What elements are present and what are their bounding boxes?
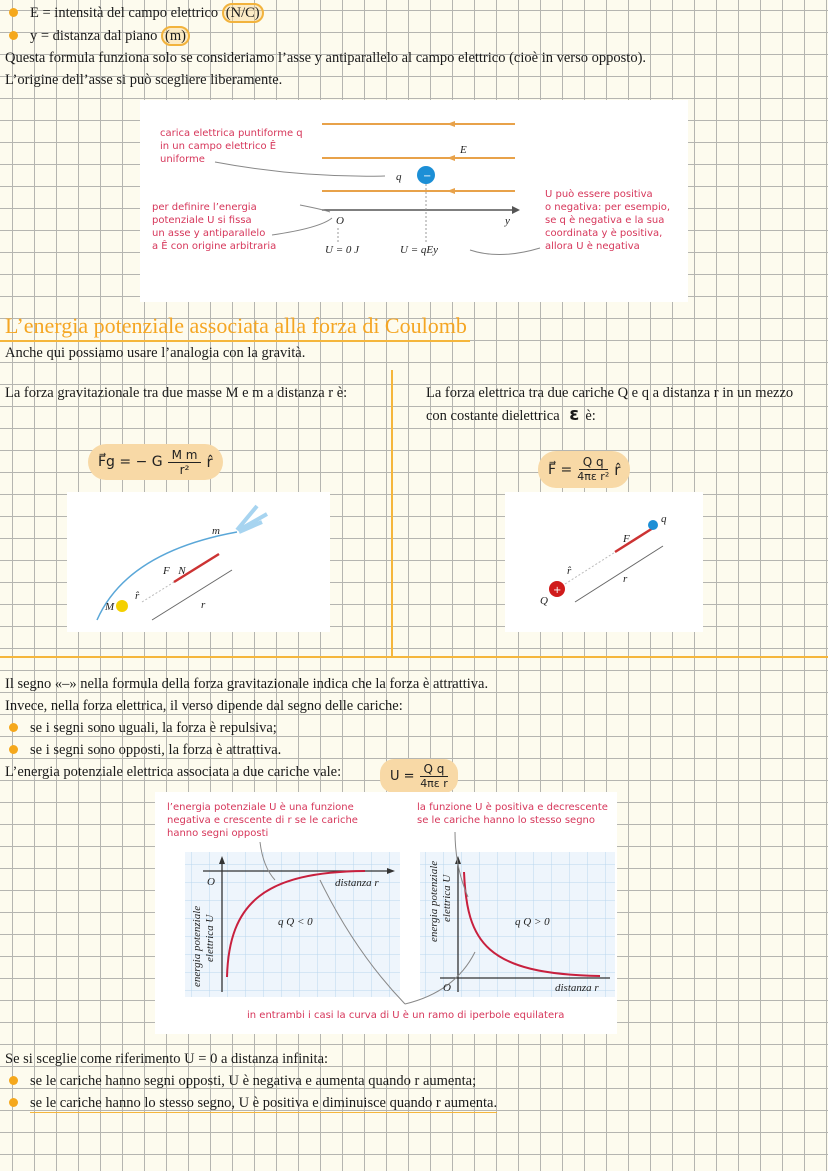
potential-energy-graphs xyxy=(155,792,617,1034)
paragraph: Anche qui possiamo usare l’analogia con la gravità. xyxy=(5,345,306,361)
unit-vector-label: r̂ xyxy=(135,590,140,602)
distance-label: r xyxy=(623,573,628,585)
formula-numerator: Q q xyxy=(579,455,608,470)
formula-numerator: Q q xyxy=(420,762,449,777)
note-right: la funzione U è positiva e decrescente se le cariche hanno lo stesso segno xyxy=(417,802,608,826)
origin-label: O xyxy=(336,215,344,227)
gravity-figure xyxy=(67,492,330,632)
note-left: l’energia potenziale U è una funzione negativa e crescente di r se le cariche hanno segni opposti xyxy=(167,802,358,839)
paragraph: L’energia potenziale elettrica associata a due cariche vale: xyxy=(5,764,342,780)
unit-highlight: (N/C) xyxy=(222,3,264,23)
u-formula-label: U = qEy xyxy=(400,244,438,256)
formula-fraction xyxy=(420,762,449,791)
heading-underline xyxy=(0,340,470,342)
list-item xyxy=(30,27,190,45)
list-text: E = intensità del campo elettrico xyxy=(30,5,222,21)
distance-label: r xyxy=(201,599,206,611)
u-zero-label: U = 0 J xyxy=(325,244,359,256)
paragraph: Se si sceglie come riferimento U = 0 a distanza infinita: xyxy=(5,1051,329,1067)
formula-fraction xyxy=(168,448,202,477)
unit-highlight: (m) xyxy=(161,26,190,46)
origin-label: O xyxy=(207,876,215,888)
minus-sign: − xyxy=(423,171,432,182)
list-item: se le cariche hanno segni opposti, U è negativa e aumenta quando r aumenta; xyxy=(30,1073,477,1089)
paragraph: Invece, nella forza elettrica, il verso dipende dal segno delle cariche: xyxy=(5,698,403,714)
formula-denominator: r² xyxy=(179,462,190,477)
formula-lhs: F⃗ = xyxy=(548,461,573,478)
x-axis-label: distanza r xyxy=(555,982,599,994)
charge-q-label: q xyxy=(661,513,667,525)
column-divider xyxy=(391,370,393,657)
mass-M-label: M xyxy=(105,601,115,613)
bullet-icon xyxy=(9,723,18,732)
charge-note: carica elettrica puntiforme q in un campo elettrico Ê uniforme xyxy=(160,128,303,165)
list-item: se i segni sono opposti, la forza è attrattiva. xyxy=(30,742,282,758)
text: con costante dielettrica xyxy=(426,408,560,424)
charge-label: q xyxy=(396,171,402,183)
bullet-icon xyxy=(9,745,18,754)
coulomb-formula xyxy=(538,451,630,488)
condition-label: q Q > 0 xyxy=(515,916,550,928)
formula-lhs: U = xyxy=(390,768,415,784)
paragraph: Il segno «–» nella formula della forza gravitazionale indica che la forza è attrattiva. xyxy=(5,676,489,692)
formula-numerator: M m xyxy=(168,448,202,463)
axis-note: per definire l’energia potenziale U si fissa un asse y antiparallelo a Ê con origine arbitraria xyxy=(152,202,277,252)
condition-label: q Q < 0 xyxy=(278,916,313,928)
mass-m-label: m xyxy=(212,525,220,537)
section-heading: L’energia potenziale associata alla forza di Coulomb xyxy=(5,313,467,338)
list-text: y = distanza dal piano xyxy=(30,28,161,44)
note-bottom: in entrambi i casi la curva di U è un ramo di iperbole equilatera xyxy=(247,1010,565,1021)
list-item: se le cariche hanno lo stesso segno, U è positiva e diminuisce quando r aumenta. xyxy=(30,1095,498,1111)
bullet-icon xyxy=(9,8,18,17)
potential-energy-formula xyxy=(380,759,458,793)
bullet-icon xyxy=(9,1076,18,1085)
electric-text-line1: La forza elettrica tra due cariche Q e q a distanza r in un mezzo xyxy=(426,385,794,401)
formula-lhs: F⃗g = − G xyxy=(98,454,163,470)
sign-note: U può essere positiva o negativa: per esempio, se q è negativa e la sua coordinata y è positiva, allora U è negativa xyxy=(545,189,671,252)
list-item xyxy=(30,4,264,22)
paragraph: L’origine dell’asse si può scegliere liberamente. xyxy=(5,72,283,88)
uniform-field-figure xyxy=(140,100,688,302)
field-label: E xyxy=(460,144,467,156)
section-divider xyxy=(0,656,828,658)
electric-text-line2 xyxy=(426,406,596,425)
bullet-icon xyxy=(9,1098,18,1107)
axis-label: y xyxy=(505,215,510,227)
formula-unit-vector: r̂ xyxy=(614,460,621,479)
force-label: F⃗N xyxy=(163,565,186,577)
formula-fraction xyxy=(577,455,609,484)
y-axis-label: elettrica U xyxy=(204,914,216,962)
x-axis-label: distanza r xyxy=(335,877,379,889)
list-item: se i segni sono uguali, la forza è repulsiva; xyxy=(30,720,277,736)
formula-denominator: 4πε r xyxy=(420,776,448,790)
formula-denominator: 4πε r² xyxy=(577,470,610,483)
paragraph: Questa formula funziona solo se consideriamo l’asse y antiparallelo al campo elettrico (cioè in verso opposto). xyxy=(5,50,647,66)
coulomb-figure xyxy=(505,492,703,632)
y-axis-label: energia potenziale xyxy=(191,905,203,987)
plus-sign: + xyxy=(553,585,562,596)
y-axis-label: energia potenziale xyxy=(428,860,440,942)
unit-vector-label: r̂ xyxy=(567,565,572,577)
gravity-text: La forza gravitazionale tra due masse M e m a distanza r è: xyxy=(5,385,348,401)
epsilon-symbol: ε xyxy=(569,404,580,425)
origin-label: O xyxy=(443,982,451,994)
bullet-icon xyxy=(9,31,18,40)
formula-unit-vector: r̂ xyxy=(206,453,213,471)
y-axis-label: elettrica U xyxy=(441,874,453,922)
text: è: xyxy=(585,408,596,424)
gravity-formula xyxy=(88,444,223,480)
force-label: F⃗ xyxy=(623,533,639,545)
charge-Q-label: Q xyxy=(540,595,548,607)
